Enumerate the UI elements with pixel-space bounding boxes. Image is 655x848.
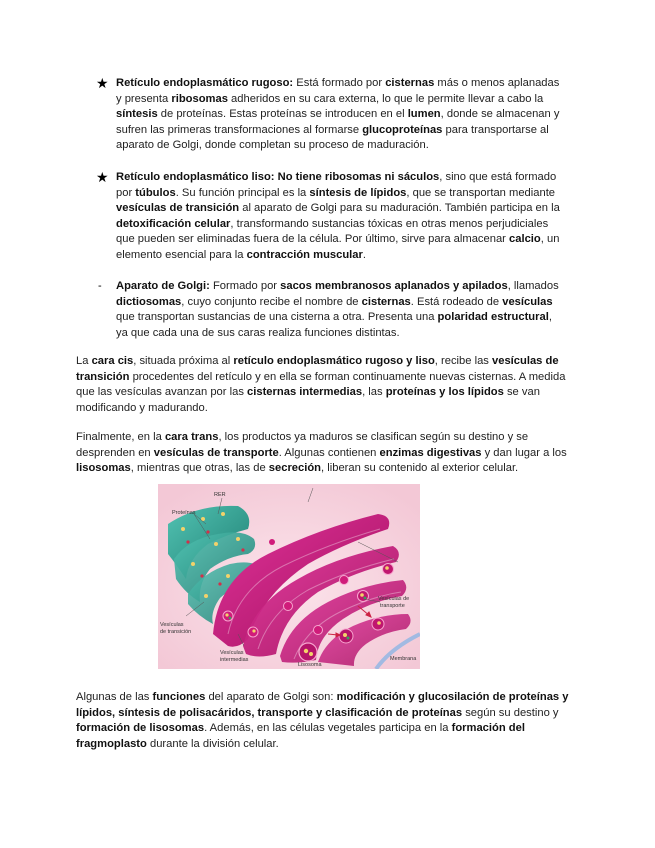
text-run: . Algunas contienen [278, 446, 380, 459]
label-proteinas: Proteínas [172, 510, 196, 516]
list-item-rer [96, 76, 566, 154]
text-run: para transportarse al aparato de Golgi, donde completan su proceso de maduración. [116, 123, 549, 152]
text-run: , los productos ya maduros se clasifican según su destino y se desprenden en [76, 431, 529, 459]
bold-text: No tiene ribosomas ni sáculos [277, 171, 440, 183]
paragraph-funciones [76, 690, 584, 752]
bold-text: sacos membranosos aplanados y apilados [280, 280, 508, 292]
bold-text: vesículas [502, 295, 553, 308]
text-run: , liberan su contenido al exterior celular. [321, 462, 519, 475]
text-run: y dan lugar a los [481, 446, 567, 459]
bold-text: lisosomas [76, 462, 131, 475]
list-item-golgi [96, 279, 566, 341]
text-run: , sino que está formado por [116, 171, 557, 199]
text-run: , donde se almacenan y sufren las primeras transformaciones al formarse [116, 108, 560, 136]
bold-text: cara cis [91, 355, 134, 367]
text-run: , transformando sustancias tóxicas en otras menos perjudiciales que pueden ser eliminadas fuera de la célula. Por último, sirve para almacenar [116, 217, 549, 246]
text-run: , un elemento esencial para la [116, 233, 560, 261]
text-run: Algunas de las [76, 691, 153, 703]
bold-text: detoxificación celular [116, 217, 231, 230]
bold-text: secreción [268, 462, 322, 475]
bold-text: glucoproteínas [362, 123, 443, 136]
star-bullet-icon: ★ [96, 169, 109, 185]
bold-text: contracción muscular [246, 248, 363, 261]
list-item-text [116, 170, 566, 264]
bold-text: modificación y glucosilación de proteínas y lípidos, síntesis de polisacáridos, transporte y clasificación de proteínas [76, 691, 569, 719]
bold-text: proteínas y los lípidos [385, 386, 504, 399]
text-run: al aparato de Golgi para su maduración. También participa en la [239, 202, 560, 215]
text-run: Está formado por [293, 77, 386, 89]
bold-text: cisternas [385, 77, 435, 89]
paragraph-cara-cis [76, 354, 584, 416]
bold-text: túbulos [135, 186, 176, 199]
text-run: Formado por [209, 280, 281, 292]
label-vesiculas-intermedias-2: intermedias [220, 657, 249, 663]
bold-text: cisternas intermedias [247, 386, 363, 399]
text-run: , cuyo conjunto recibe el nombre de [181, 295, 362, 308]
label-vesiculas-transporte: Vesículas de [378, 596, 410, 602]
text-run: adheridos en su cara externa, lo que le permite llevar a cabo la [227, 92, 544, 105]
bold-text: formación del fragmoplasto [76, 722, 525, 750]
label-vesiculas-transicion-2: de transición [160, 629, 192, 635]
text-run: Finalmente, en la [76, 431, 165, 443]
bold-text: dictiosomas [116, 295, 182, 308]
text-run: La [76, 355, 92, 367]
text-run: . Además, en las células vegetales participa en la [204, 722, 452, 735]
bold-text: ribosomas [171, 92, 228, 105]
dash-bullet: - [98, 280, 102, 292]
bold-text: síntesis [116, 108, 158, 121]
bold-text: Retículo endoplasmático rugoso: [116, 77, 294, 89]
bold-text: formación de lisosomas [76, 722, 205, 735]
bold-text: funciones [152, 691, 206, 703]
text-run: , ya que cada una de sus caras realiza funciones distintas. [116, 311, 552, 339]
text-run: procedentes del retículo y en ella se forman continuamente nuevas cisternas. A medida que las vesículas avanzan por las [76, 370, 566, 399]
bold-text: lumen [407, 108, 441, 121]
bold-text: polaridad estructural [437, 311, 549, 324]
paragraph-cara-trans [76, 430, 584, 477]
bold-text: síntesis de lípidos [309, 186, 407, 199]
text-run: , las [362, 386, 386, 399]
bold-text: vesículas de transición [76, 355, 559, 383]
label-vesiculas-transicion: Vesículas [160, 622, 184, 628]
bold-text: calcio [509, 233, 541, 246]
bold-text: cara trans [164, 431, 219, 443]
text-run: que transportan sustancias de una cisterna a otra. Presenta una [116, 311, 438, 324]
text-run: , mientras que otras, las de [130, 462, 269, 475]
text-run: se van modificando y madurando. [76, 386, 540, 414]
bold-text: cisternas [361, 295, 411, 308]
golgi-diagram [158, 484, 420, 669]
text-run: más o menos aplanadas y presenta [116, 77, 560, 105]
text-run: , recibe las [434, 355, 493, 367]
text-run: , llamados [507, 280, 559, 292]
star-bullet-icon: ★ [96, 75, 109, 91]
label-lisosoma: Lisosoma [298, 662, 322, 668]
bold-text: enzimas digestivas [379, 446, 482, 459]
bold-text: retículo endoplasmático rugoso y liso [233, 355, 435, 367]
bold-text: Aparato de Golgi: [116, 280, 210, 292]
list-item-text [116, 279, 566, 341]
text-run: . Está rodeado de [410, 295, 503, 308]
bold-text: vesículas de transición [116, 202, 240, 215]
text-run: , situada próxima al [133, 355, 234, 367]
text-run: , que se transportan mediante [406, 186, 556, 199]
bold-text: Retículo endoplasmático liso: [116, 171, 275, 183]
text-run: durante la división celular. [146, 737, 279, 750]
text-run: del aparato de Golgi son: [205, 691, 337, 703]
label-vesiculas-transporte-2: transporte [380, 603, 405, 609]
list-item-text [116, 76, 566, 154]
text-run: . [362, 248, 366, 261]
text-run: de proteínas. Estas proteínas se introducen en el [157, 108, 408, 121]
list-item-rel [96, 170, 566, 264]
bold-text: vesículas de transporte [153, 446, 279, 459]
text-run: según su destino y [462, 706, 559, 719]
text-run: . Su función principal es la [175, 186, 310, 199]
label-membrana: Membrana [390, 656, 417, 662]
label-vesiculas-intermedias: Vesículas [220, 650, 244, 656]
label-rer: RER [214, 492, 226, 498]
